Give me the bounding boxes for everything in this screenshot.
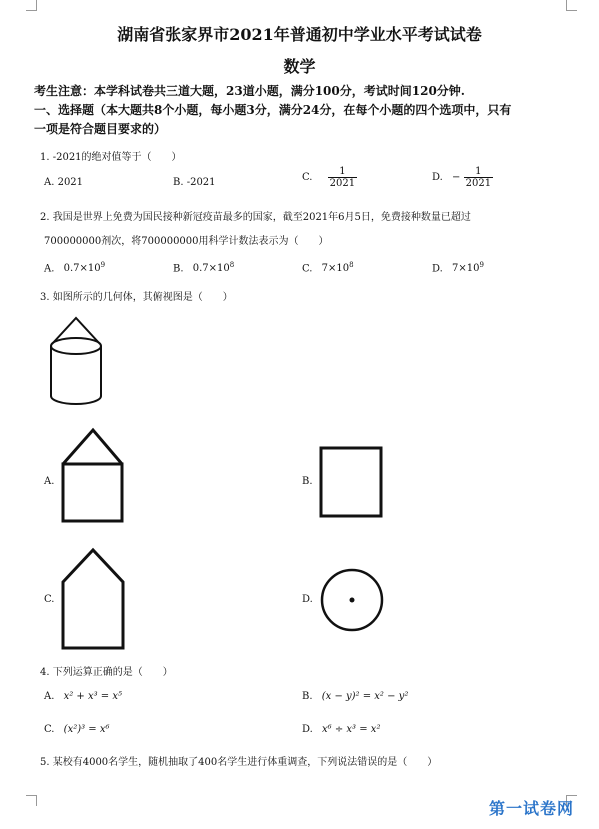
q1-option-d [432, 166, 493, 189]
q2-a-base: 0.7×10 [63, 263, 101, 275]
q2-c-label: C. [302, 263, 313, 275]
question-2-stem-line2: 700000000剂次，将700000000用科学计数法表示为（ ） [44, 236, 329, 247]
q2-a-label: A. [44, 263, 55, 275]
q2-b-base: 0.7×10 [192, 263, 230, 275]
q2-d-base: 7×10 [452, 263, 480, 275]
question-4-stem: 4. 下列运算正确的是（ ） [40, 667, 173, 678]
q4-option-c [44, 724, 110, 735]
question-1-stem: 1. -2021的绝对值等于（ ） [40, 152, 182, 163]
q3-option-d-label: D. [302, 594, 313, 605]
question-3-stem: 3. 如图所示的几何体，其俯视图是（ ） [40, 292, 233, 303]
q1-option-d-label: D. [432, 172, 443, 183]
q4-a-expression: x² + x³ = x⁵ [63, 691, 123, 702]
q1-d-numerator: 1 [475, 166, 482, 177]
q2-d-label: D. [432, 263, 443, 275]
q4-b-label: B. [302, 691, 313, 702]
q1-option-c [302, 166, 357, 189]
question-5-stem: 5. 某校有4000名学生，随机抽取了400名学生进行体重调查，下列说法错误的是（ ） [40, 757, 438, 768]
exam-title: 湖南省张家界市2021年普通初中学业水平考试试卷 [117, 25, 482, 44]
q1-option-d-fraction [464, 166, 493, 189]
q2-b-label: B. [173, 263, 184, 275]
q4-b-expression: (x − y)² = x² − y² [321, 691, 409, 702]
q3-option-a-label: A. [44, 476, 55, 487]
corner-mark-bottom-left [26, 795, 37, 806]
q1-option-c-label: C. [302, 172, 313, 183]
q2-option-c [302, 261, 354, 274]
q4-d-label: D. [302, 724, 313, 735]
q1-c-denominator: 2021 [329, 178, 356, 189]
q3-option-c-figure [58, 548, 128, 652]
q3-option-b-figure [318, 446, 384, 518]
section-heading-cont: 一项是符合题目要求的） [34, 122, 167, 136]
q3-solid-figure [40, 316, 110, 416]
q4-a-label: A. [44, 691, 55, 702]
question-2-stem-line1: 2. 我国是世界上免费为国民接种新冠疫苗最多的国家，截至2021年6月5日，免费接种数量已超过 [40, 212, 471, 223]
q3-option-d-figure [320, 568, 384, 632]
subject-title: 数学 [283, 57, 316, 76]
corner-mark-top-right [566, 0, 577, 11]
q2-b-exponent: 8 [229, 261, 235, 269]
q4-option-a [44, 691, 122, 702]
q4-c-label: C. [44, 724, 55, 735]
exam-notice: 考生注意：本学科试卷共三道大题，23道小题，满分100分，考试时间120分钟. [34, 84, 465, 98]
q1-option-b: B. -2021 [173, 177, 216, 188]
q1-option-c-fraction [328, 166, 357, 189]
q3-option-c-label: C. [44, 594, 55, 605]
q1-d-sign: − [452, 172, 461, 183]
q4-option-b [302, 691, 408, 702]
q1-option-a: A. 2021 [44, 177, 84, 188]
q3-option-b-label: B. [302, 476, 313, 487]
q2-option-b [173, 261, 234, 274]
q3-option-a-figure [58, 428, 128, 524]
q2-option-d [432, 261, 484, 274]
q1-d-denominator: 2021 [465, 178, 492, 189]
q4-c-expression: (x²)³ = x⁶ [63, 724, 110, 735]
q4-option-d [302, 724, 380, 735]
q4-d-expression: x⁶ ÷ x³ = x² [322, 724, 381, 735]
section-heading: 一、选择题（本大题共8个小题，每小题3分，满分24分，在每个小题的四个选项中，只有 [34, 103, 512, 117]
corner-mark-top-left [26, 0, 37, 11]
q2-d-exponent: 9 [479, 261, 484, 269]
site-logo: 第一试卷网 [489, 799, 575, 818]
q2-option-a [44, 261, 105, 274]
q2-a-exponent: 9 [100, 261, 106, 269]
q2-c-exponent: 8 [349, 261, 354, 269]
q2-c-base: 7×10 [321, 263, 350, 275]
q1-c-numerator: 1 [339, 166, 346, 177]
